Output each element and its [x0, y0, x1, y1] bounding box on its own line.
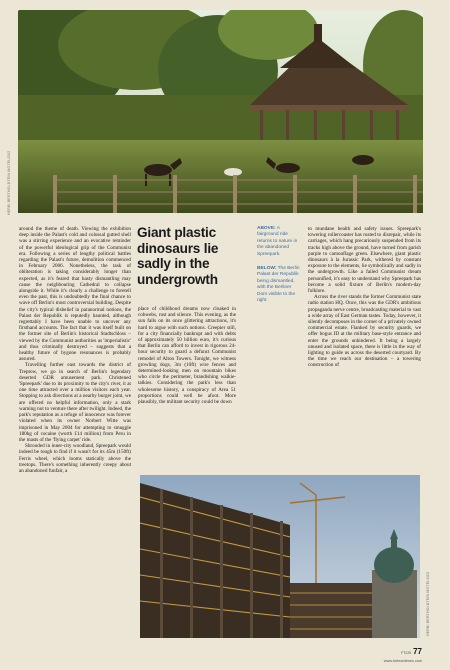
body-column-3 [308, 226, 421, 369]
column-2-paragraph: place of childhood dreams now cloaked in cobwebs, rust and silence. This evening, as the sun falls on its once glittering attractions, it's hard to argue with such notions. Creepier still, for a city financially bankrupt and with debts of approximately 50 billion euro, it's curious that Berlin can afford to invest in rigorous 24-hour security to guard a defunct Communist remodel of Alton Towers. Tonight, we witness growling dogs, 3m (10ft) wire fences and determined-looking men on mountain bikes who circle the perimeter, brandishing walkie-talkies. Considering the park's less than wholesome history, a conspiracy of Area 51 proportions could well be afoot. More plausibly, the militant security could be down [138, 306, 236, 406]
bottom-photo-palast [140, 475, 420, 638]
top-photo-carousel [18, 10, 423, 213]
caption-below-text: The Berlin Palast der Republik being dismantled, with the Berliner Dom visible to the right. [257, 266, 300, 304]
column-1-paragraph: Travelling further east towards the district of Treptow, we go in search of Berlin's legendary deserted GDR amusement park. Christened 'Spreepark' due to its proximity to the city's river, it at one time attracted over a million visitors each year. Stopping to ask directions at a nearby burger joint, we are offered no helpful information, only a stark warning not to venture there after twilight. Indeed, the park's reputation as a refuge of innocence was forever violated when its owner Norbert Witte was imprisoned in May 2004 for attempting to smuggle 180kg of cocaine (worth £14 million) from Peru in the masts of the 'flying carpet' ride. [19, 362, 131, 443]
caption-below-label: BELOW: [257, 266, 277, 272]
photo-credit-bottom: HERBI BERTHOLDTEIN MOTELSSO [426, 571, 430, 636]
caption-above-label: ABOVE: [257, 226, 276, 231]
body-column-1 [19, 226, 131, 474]
photo-credit-top: HERBI BERTHOLDTEIN MOTELSSO [7, 150, 11, 215]
page-number: 77 [413, 647, 422, 656]
demolition-illustration [140, 475, 420, 638]
caption-above-text: A fairground ride returns to nature in the abandoned Spreepark. [257, 226, 298, 257]
carousel-illustration [18, 10, 423, 213]
page-footer [380, 641, 422, 663]
column-1-paragraph: around the theme of death. Viewing the exhibition deep inside the Palast's cold and colossal gutted shell was a stirring experience and an evocative reminder of the powerful ideological grip of the Communist era. Following a series of lengthy political battles regarding the Palast's future, demolition commenced in February 2006. Nonetheless, the task of obliteration is taking considerably longer than expected, as it's feared that hasty dismantling may cause the neighbouring Cathedral to collapse alongside it. While it's clearly a challenge to foretell even the past, this is undoubtedly the final chance to wave off Berlin's most controversial building. Despite the city's typical disbelief in paranormal notions, the Palast der Republik is reputedly haunted, although regrettably I have been unable to uncover any firsthand accounts. The fact that it was itself built on the former site of Berlin's historical Stadtschloss – viewed by the Communist authorities as 'imperialistic' and thus criminally destroyed – suggests that a healthy future of bygone resonances is probably assured. [19, 226, 131, 363]
article-headline: Giant plastic dinosaurs lie sadly in the undergrowth [137, 225, 219, 287]
site-url: www.forteantimes.com [383, 659, 422, 663]
body-column-2 [138, 306, 236, 405]
photo-captions [257, 226, 302, 312]
issue-number: FT225 [400, 651, 412, 655]
column-1-paragraph: Shrouded in inner-city woodland, Spreepark would indeed be tough to find if it wasn't for its 45m (150ft) Ferris wheel, which looms statically above the treetops. There's something inherently creepy about an abandoned funfair, a [19, 443, 131, 474]
column-3-paragraph: to mundane health and safety issues. Spreepark's towering rollercoaster has rusted to disrepair, while its carriages, which hang precariously suspended from its tracks high above the ground, have turned from garish purple to camouflage green. Elsewhere, giant plastic dinosaurs à la Jurassic Park, withered by constant exposure to the elements, lie symbolically and sadly in the undergrowth. Like a failed Communist dream personified, it's easy to understand why Spreepark has become a solid fixture of Berlin's modern-day folklore. [308, 226, 421, 295]
caption-above [257, 226, 302, 258]
caption-below [257, 266, 302, 304]
column-3-paragraph: Across the river stands the former Communist state radio station HQ. Once, this was the GDR's ambitious propaganda nerve centre, broadcasting material to vast a wide array of East German tastes. Today, however, it silently decomposes in the corner of a privately owned commercial estate. Flanked by security guards, we offer bogus ID at the military base-style entrance and enter the grounds unhindered. It being a largely unused and isolated space, there is little in the way of lighting to guide us across the deserted courtyard. By the time we reach our destination – a towering construction of [308, 294, 421, 369]
